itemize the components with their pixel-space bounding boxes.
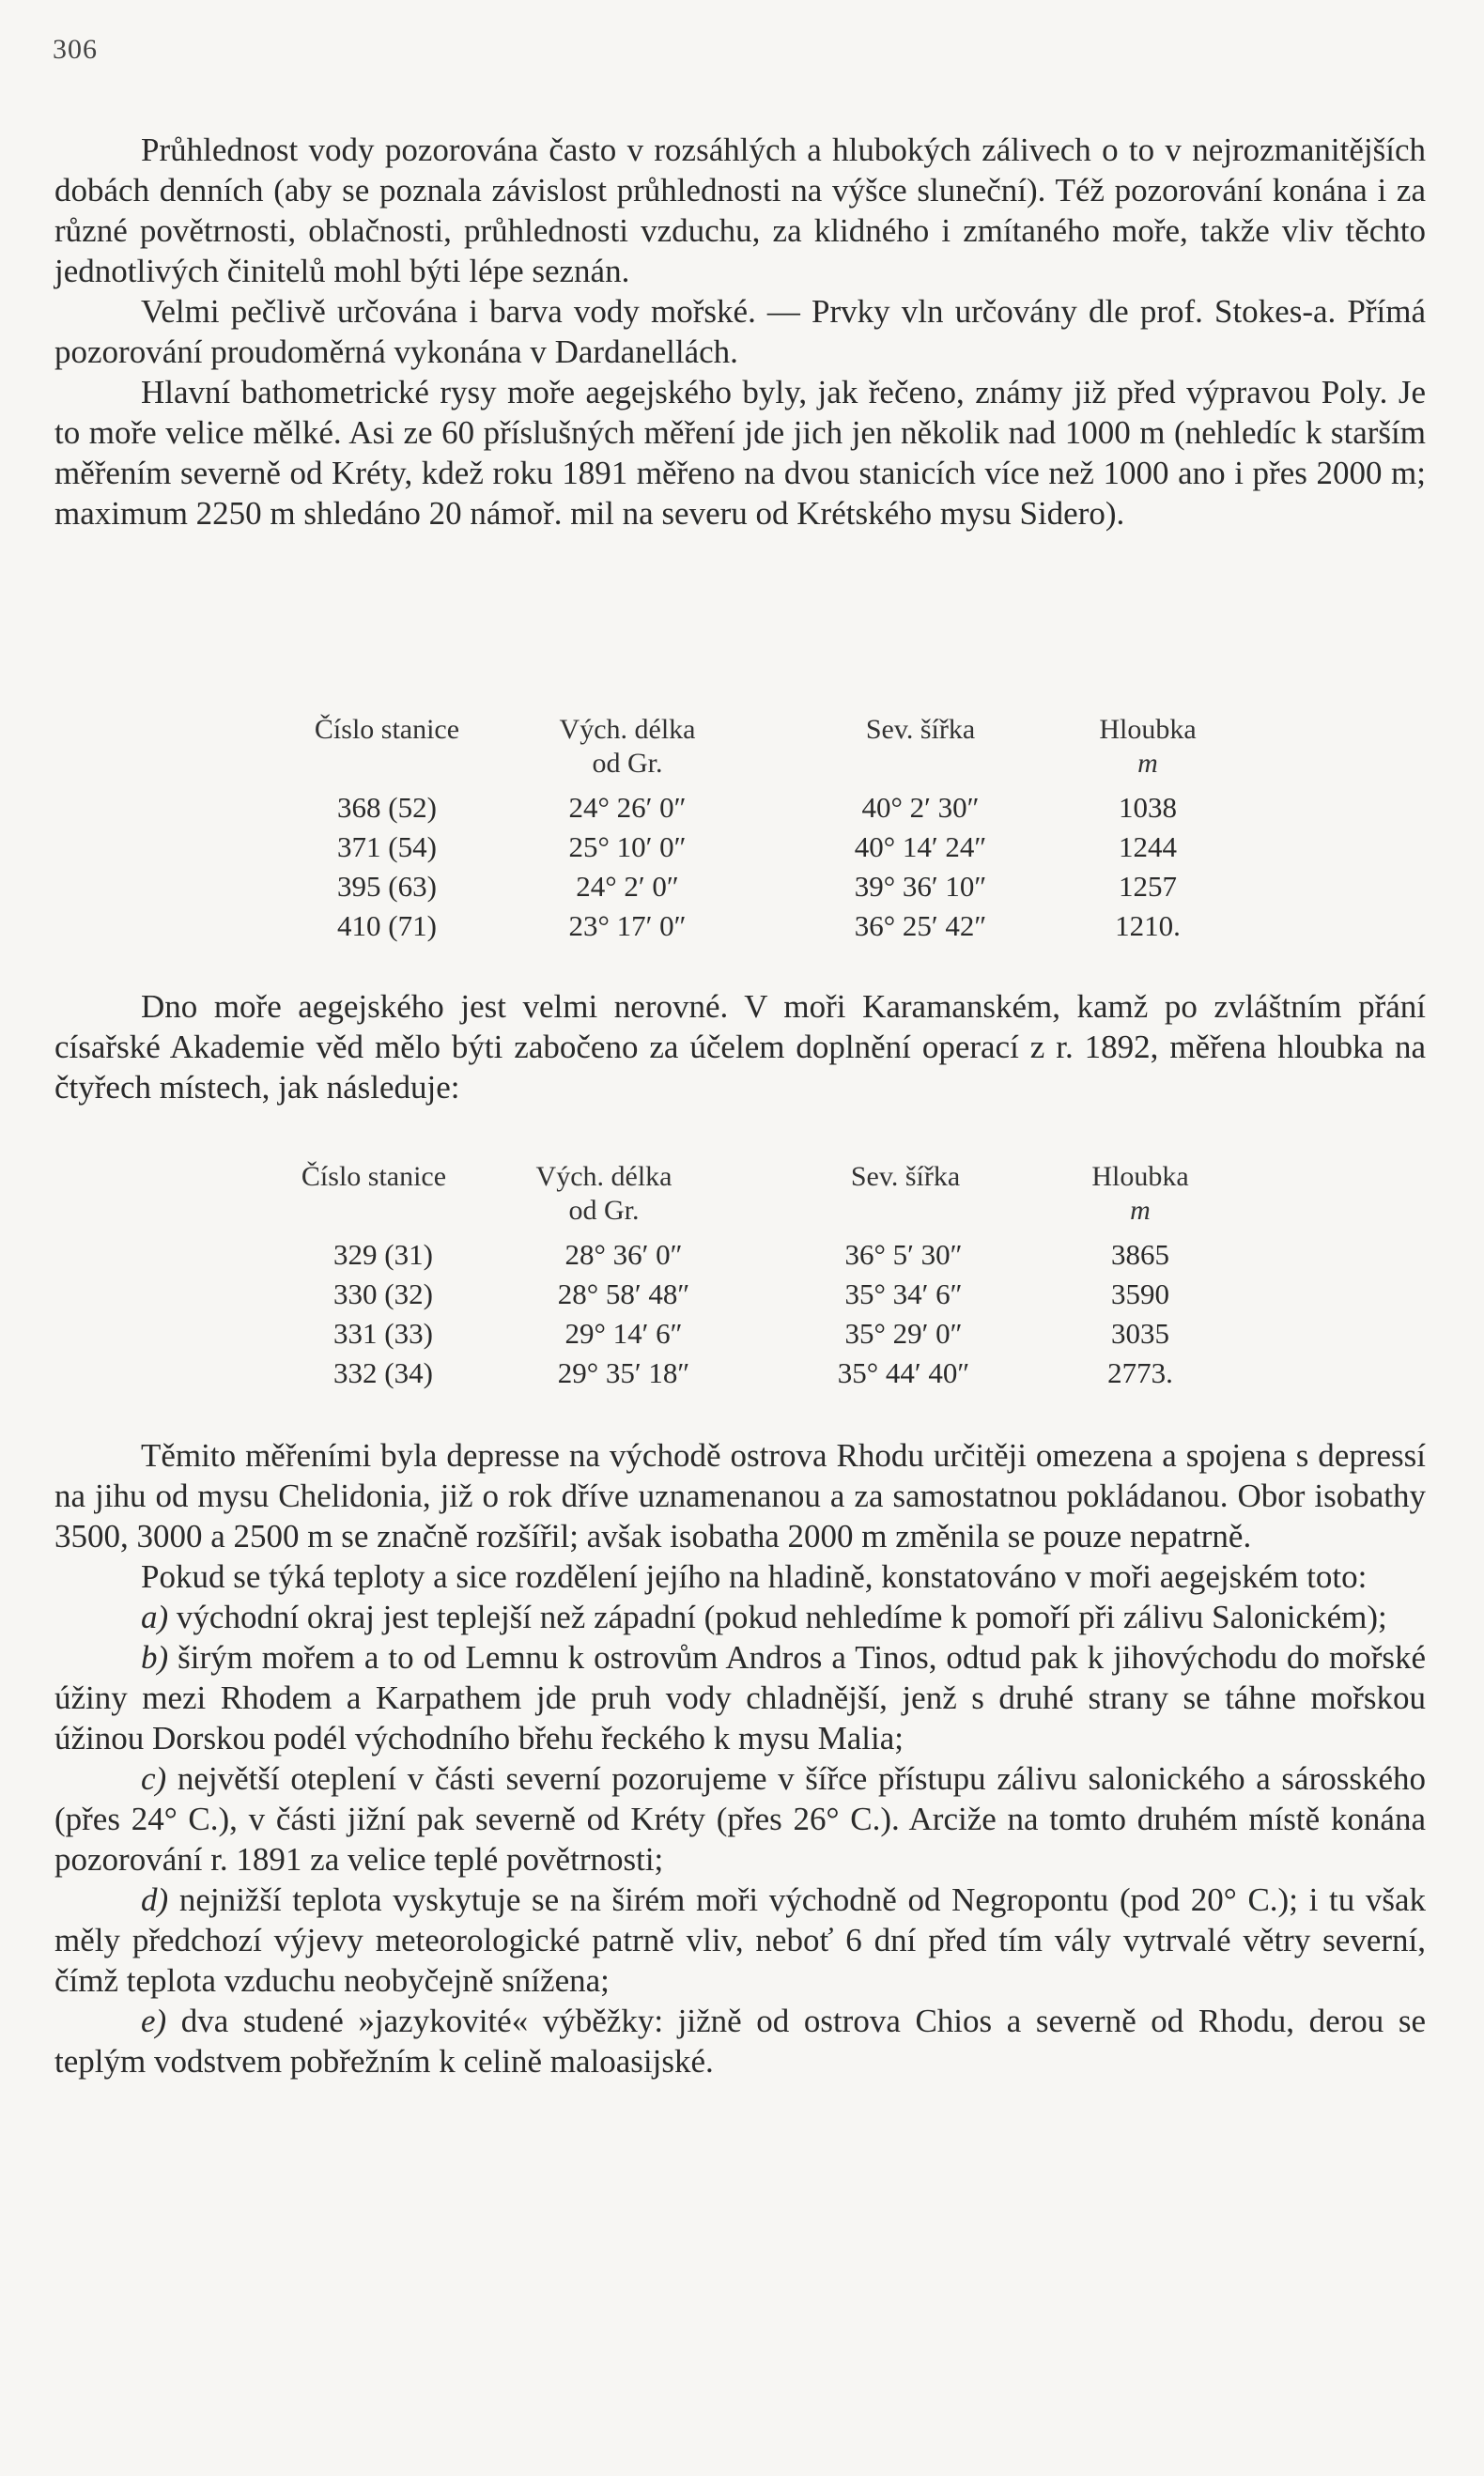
latitude-cell: 40° 14′ 24″ <box>854 830 987 863</box>
col-station-header: Číslo stanice <box>314 714 460 745</box>
paragraph-bathymetry: Hlavní bathometrické rysy moře aegejského byly, jak řečeno, známy již před výpravou Poly. Je to moře velice mělké. Asi ze 60 příslušných měření jde jich jen několik nad 1000 m (nehledíc k starším měřením severně od Kréty, kdež roku 1891 měřeno na dvou stanicích více než 1000 ano i přes 2000 m; maximum 2250 m shledáno 20 námoř. mil na severu od Krétského mysu Sidero). <box>54 374 1426 532</box>
table-row <box>0 791 1484 830</box>
longitude-cell: 29° 35′ 18″ <box>557 1356 690 1389</box>
longitude-cell: 24° 2′ 0″ <box>576 870 679 903</box>
list-marker: c) <box>141 1760 167 1797</box>
intro-section <box>54 130 1426 534</box>
list-item <box>54 1637 1426 1758</box>
longitude-cell: 28° 58′ 48″ <box>557 1277 690 1310</box>
station-cell: 410 (71) <box>337 909 437 942</box>
depth-cell: 1257 <box>1119 870 1177 903</box>
station-cell: 371 (54) <box>337 830 437 863</box>
station-cell: 329 (31) <box>333 1238 433 1271</box>
col-longitude-subheader: od Gr. <box>592 748 663 779</box>
table-row <box>0 1238 1484 1277</box>
col-depth-unit: m <box>1130 1195 1151 1226</box>
table-row <box>0 1317 1484 1356</box>
col-station-header: Číslo stanice <box>301 1161 447 1192</box>
depth-cell: 3590 <box>1111 1277 1169 1310</box>
list-marker: e) <box>141 2003 167 2039</box>
latitude-cell: 35° 44′ 40″ <box>837 1356 970 1389</box>
station-cell: 331 (33) <box>333 1317 433 1350</box>
list-item <box>54 1880 1426 2001</box>
station-cell: 332 (34) <box>333 1356 433 1389</box>
page-number: 306 <box>53 34 98 65</box>
depth-cell: 3865 <box>1111 1238 1169 1271</box>
depth-cell: 1210. <box>1115 909 1181 942</box>
col-latitude-header: Sev. šířka <box>865 714 976 745</box>
station-cell: 330 (32) <box>333 1277 433 1310</box>
latitude-cell: 35° 29′ 0″ <box>844 1317 963 1350</box>
table-row <box>0 830 1484 870</box>
list-item <box>54 1758 1426 1880</box>
latitude-cell: 40° 2′ 30″ <box>861 791 980 824</box>
table-subheader <box>0 1195 1484 1234</box>
col-latitude-header: Sev. šířka <box>850 1161 961 1192</box>
table-row <box>0 870 1484 909</box>
station-cell: 395 (63) <box>337 870 437 903</box>
paragraph-sea-floor: Dno moře aegejského jest velmi nerovné. V moři Karamanském, kamž po zvláštním přání císařské Akademie věd mělo býti zabočeno za účelem doplnění operací z r. 1892, měřena hloubka na čtyřech místech, jak následuje: <box>54 988 1426 1106</box>
col-depth-header: Hloubka <box>1099 714 1197 745</box>
depth-cell: 2773. <box>1107 1356 1173 1389</box>
list-marker: d) <box>141 1881 169 1918</box>
col-longitude-header: Vých. délka <box>559 714 696 745</box>
paragraph-depression: Těmito měřeními byla depresse na východě ostrova Rhodu určitěji omezena a spojena s depressí na jihu od mysu Chelidonia, již o rok dříve uznamenanou a za samostatnou pokládanou. Obor isobathy 3500, 3000 a 2500 m se značně rozšířil; avšak isobatha 2000 m změnila se pouze nepatrně. <box>54 1437 1426 1555</box>
table-row <box>0 1277 1484 1317</box>
longitude-cell: 28° 36′ 0″ <box>564 1238 683 1271</box>
longitude-cell: 23° 17′ 0″ <box>568 909 687 942</box>
col-depth-header: Hloubka <box>1091 1161 1189 1192</box>
list-item-text: dva studené »jazykovité« výběžky: jižně od ostrova Chios a severně od Rhodu, derou se teplým vodstvem pobřežním k celině maloasijské. <box>54 2003 1426 2080</box>
list-item-text: východní okraj jest teplejší než západní (pokud nehledíme k pomoří při zálivu Salonickém); <box>176 1599 1387 1635</box>
list-item-text: největší oteplení v části severní pozorujeme v šířce přístupu zálivu salonického a sárosského (přes 24° C.), v části jižní pak severně od Kréty (přes 26° C.). Arciže na tomto druhém místě konána pozorování r. 1891 za velice teplé povětrnosti; <box>54 1760 1427 1878</box>
paragraph-transparency: Průhlednost vody pozorována často v rozsáhlých a hlubokých zálivech o to v nejrozmanitějších dobách denních (aby se poznala závislost průhlednosti na výšce sluneční). Též pozorování konána i za různé povětrnosti, oblačnosti, průhlednosti vzduchu, za klidného i zmítaného moře, takže vliv těchto jednotlivých činitelů mohl býti lépe seznán. <box>54 132 1426 289</box>
depth-cell: 3035 <box>1111 1317 1169 1350</box>
paragraph-temperature-intro: Pokud se týká teploty a sice rozdělení jejího na hladině, konstatováno v moři aegejském toto: <box>141 1558 1368 1595</box>
latitude-cell: 36° 5′ 30″ <box>844 1238 963 1271</box>
list-item <box>54 1597 1426 1637</box>
depth-cell: 1244 <box>1119 830 1177 863</box>
col-longitude-subheader: od Gr. <box>568 1195 640 1226</box>
list-item <box>54 2001 1426 2081</box>
list-item-text: nejnižší teplota vyskytuje se na širém moři východně od Negropontu (pod 20° C.); i tu však měly předchozí výjevy meteorologické patrně vliv, neboť 6 dní před tím vály vytrvalé větry severní, čímž teplota vzduchu neobyčejně snížena; <box>54 1881 1427 1999</box>
depth-cell: 1038 <box>1119 791 1177 824</box>
longitude-cell: 25° 10′ 0″ <box>568 830 687 863</box>
latitude-cell: 35° 34′ 6″ <box>844 1277 963 1310</box>
station-cell: 368 (52) <box>337 791 437 824</box>
temperature-section <box>54 1435 1426 2081</box>
list-marker: b) <box>141 1639 169 1676</box>
latitude-cell: 39° 36′ 10″ <box>854 870 987 903</box>
list-marker: a) <box>141 1599 169 1635</box>
longitude-cell: 29° 14′ 6″ <box>564 1317 683 1350</box>
table-row <box>0 909 1484 949</box>
list-item-text: širým mořem a to od Lemnu k ostrovům Andros a Tinos, odtud pak k jihovýchodu do mořské úžiny mezi Rhodem a Karpathem jde pruh vody chladnější, jenž s druhé strany se táhne mořskou úžinou Dorskou podél východního břehu řeckého k mysu Malia; <box>54 1639 1427 1756</box>
latitude-cell: 36° 25′ 42″ <box>854 909 987 942</box>
col-depth-unit: m <box>1137 748 1158 779</box>
col-longitude-header: Vých. délka <box>535 1161 672 1192</box>
paragraph-color-waves: Velmi pečlivě určována i barva vody mořské. — Prvky vln určovány dle prof. Stokes-a. Přímá pozorování proudoměrná vykonána v Dardanellách. <box>54 293 1426 370</box>
table-row <box>0 1356 1484 1396</box>
table-subheader <box>0 748 1484 787</box>
longitude-cell: 24° 26′ 0″ <box>568 791 687 824</box>
karamania-section <box>54 986 1426 1107</box>
